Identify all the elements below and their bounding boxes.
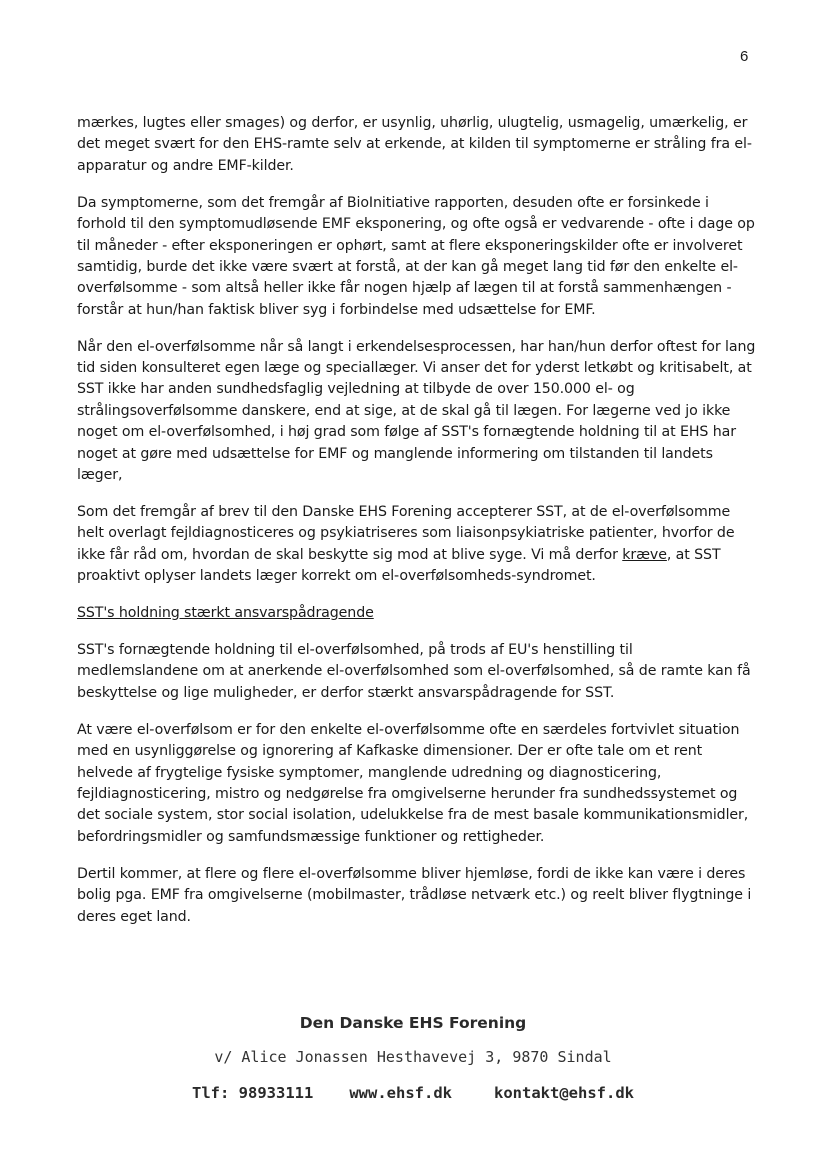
paragraph: Dertil kommer, at flere og flere el-overfølsomme bliver hjemløse, fordi de ikke kan være i deres bolig pga. EMF fra omgivelserne (mobilmaster, trådløse netværk etc.) og reelt bliver flygtninge i deres eget land. [77, 865, 752, 925]
paragraph: SST's fornægtende holdning til el-overfølsomhed, på trods af EU's henstilling til medlemslandene om at anerkende el-overfølsomhed som el-overfølsomhed, så de ramte kan få beskyttelse og lige muligheder, er derfor stærkt ansvarspådragende for SST. [77, 642, 751, 701]
footer-email: kontakt@ehsf.dk [494, 1084, 634, 1102]
paragraph [77, 502, 757, 588]
underlined-word: kræve [622, 546, 667, 563]
paragraph: Da symptomerne, som det fremgår af BioInitiative rapporten, desuden ofte er forsinkede i forhold til den symptomudløsende EMF eksponering, og ofte også er vedvarende - ofte i dage op til måneder - efter eksponeringen er ophørt, samt at flere eksponeringskilder ofte er involveret samtidig, burde det ikke være svært at forstå, at der kan gå meget lang tid før den enkelte el-overfølsomme - som altså heller ikke får nogen hjælp af lægen til at forstå sammenhængen - forstår at hun/han faktisk bliver syg i forbindelse med udsættelse for EMF. [77, 194, 755, 318]
paragraph-text: Som det fremgår af brev til den Danske EHS Forening accepterer SST, at de el-overfølsomme helt overlagt fejldiagnosticeres og psykiatriseres som liaisonpsykiatriske patienter, hvorfor de ikke får råd om, hvordan de skal beskytte sig mod at blive syge. Vi må derfor [77, 504, 735, 563]
footer-phone: Tlf: 98933111 [192, 1084, 314, 1102]
footer-address: v/ Alice Jonassen Hesthavevej 3, 9870 Sindal [214, 1048, 612, 1066]
letter-body [77, 113, 757, 943]
section-heading: SST's holdning stærkt ansvarspådragende [77, 605, 374, 622]
footer-organization: Den Danske EHS Forening [299, 1014, 527, 1032]
page-number: 6 [740, 48, 749, 65]
paragraph: mærkes, lugtes eller smages) og derfor, er usynlig, uhørlig, ulugtelig, usmagelig, umærkelig, er det meget svært for den EHS-ramte selv at erkende, at kilden til symptomerne er stråling fra el-apparatur og andre EMF-kilder. [77, 115, 752, 174]
paragraph-text: , at SST proaktivt oplyser landets læger korrekt om el-overfølsomheds-syndromet. [77, 546, 721, 585]
paragraph: At være el-overfølsom er for den enkelte el-overfølsomme ofte en særdeles fortvivlet situation med en usynliggørelse og ignorering af Kafkaske dimensioner. Der er ofte tale om et rent helvede af frygtelige fysiske symptomer, manglende udredning og diagnosticering, fejldiagnosticering, mistro og nedgørelse fra omgivelserne herunder fra sundhedssystemet og det sociale system, stor social isolation, udelukkelse fra de mest basale kommunikationsmidler, befordringsmidler og samfundsmæssige funktioner og rettigheder. [77, 721, 749, 845]
paragraph: Når den el-overfølsomme når så langt i erkendelsesprocessen, har han/hun derfor oftest for lang tid siden konsulteret egen læge og speciallæger. Vi anser det for yderst letkøbt og kritisabelt, at SST ikke har anden sundhedsfaglig vejledning at tilbyde de over 150.000 el- og strålingsoverfølsomme danskere, end at sige, at de skal gå til lægen. For lægerne ved jo ikke noget om el-overfølsomhed, i høj grad som følge af SST's fornægtende holdning til at EHS har noget at gøre med udsættelse for EMF og manglende informering om tilstanden til landets læger, [77, 338, 756, 484]
footer-contact [0, 1084, 826, 1102]
footer-website: www.ehsf.dk [349, 1084, 452, 1102]
